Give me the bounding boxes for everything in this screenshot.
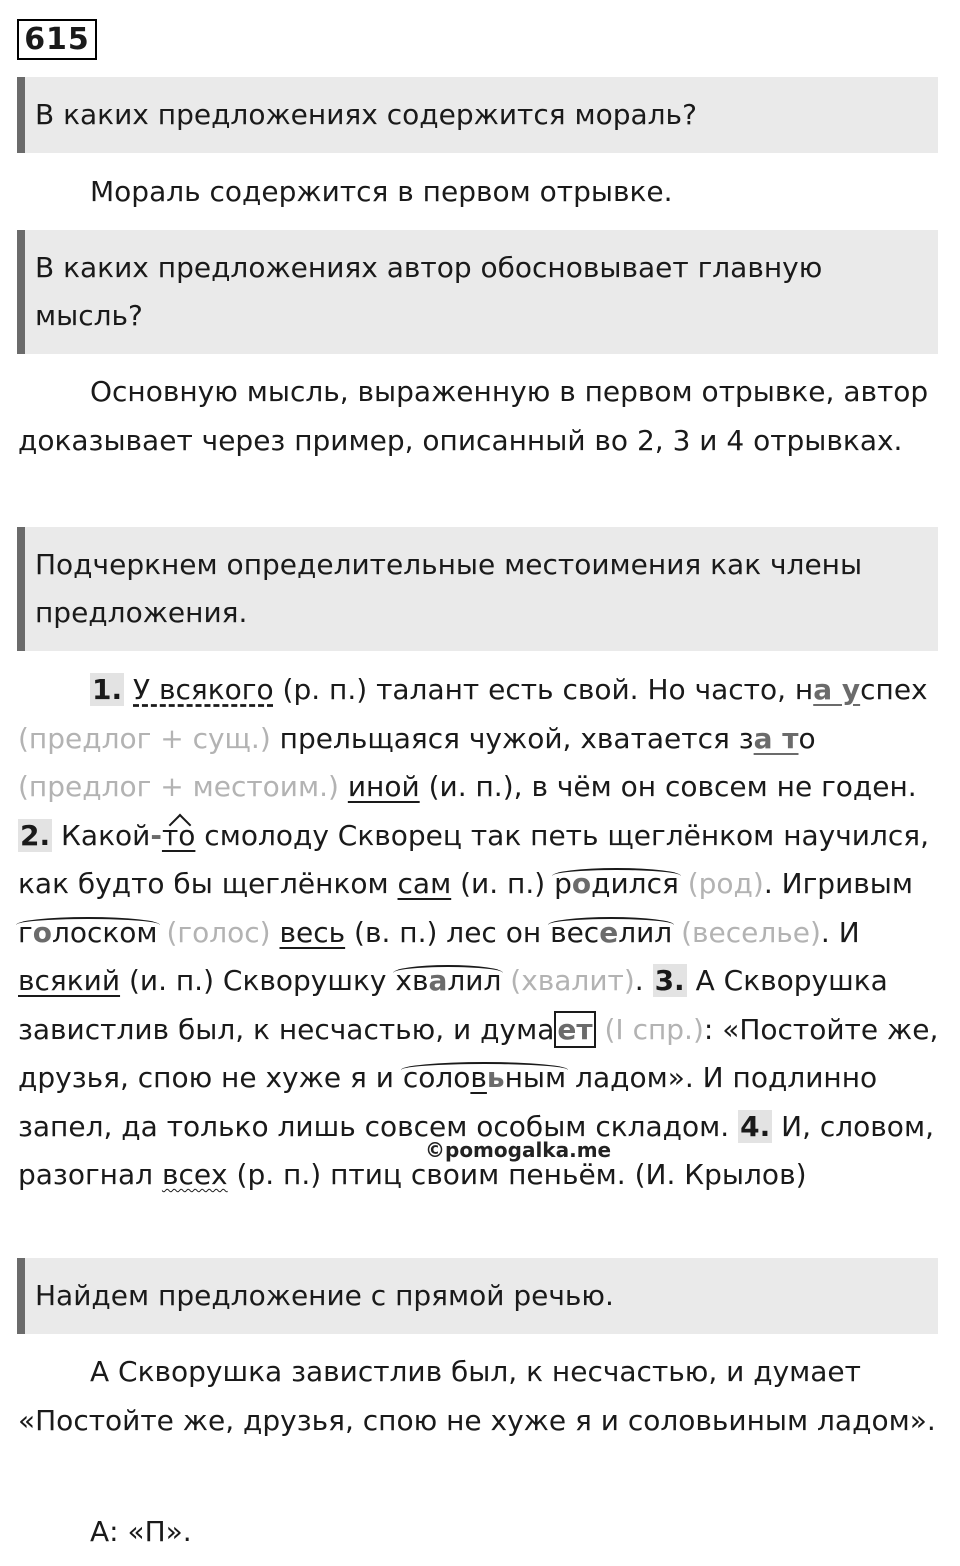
final-answer: А: «П». — [90, 1515, 192, 1548]
case-note: (и. п.), — [428, 770, 523, 803]
pronoun-u-vsyakogo: У всякого — [133, 673, 274, 706]
word-goloskom: голоском — [18, 915, 158, 949]
text-fragment: прельщаяся чужой, хватается з — [279, 721, 754, 755]
pronoun-inoy: иной — [347, 770, 420, 803]
exercise-number: 615 — [17, 19, 97, 60]
word-solovinym: соловьным — [402, 1061, 567, 1094]
text-fragment: в чём он совсем не годен. — [531, 770, 917, 803]
text-fragment: о — [798, 721, 816, 755]
pronoun-vseh: всех — [161, 1158, 228, 1191]
question-main-idea-text: В каких предложениях автор обосновывает главную мысль? — [35, 251, 823, 332]
word-rodilsya: родился — [554, 867, 679, 900]
text-fragment: талант есть свой. Но часто, н — [376, 673, 814, 706]
question-morality — [17, 77, 938, 153]
watermark: ©pomogalka.me — [425, 1138, 612, 1162]
sentence-number-4: 4. — [740, 1109, 771, 1143]
spelling-highlight: а у — [813, 673, 861, 706]
particle-to: то — [161, 818, 196, 852]
text-fragment: И, словом, разогнал — [18, 1109, 934, 1191]
text-fragment: А Скворушка завистлив был, к несчастью, и дума — [18, 964, 888, 1046]
text-fragment: . Игривым — [763, 867, 914, 900]
text-fragment: лес он — [446, 915, 542, 949]
sentence-number-1: 1. — [92, 673, 123, 706]
question-main-idea — [17, 230, 938, 354]
word-veselil: веселил — [550, 915, 673, 949]
text-fragment: . И — [820, 915, 860, 949]
text-fragment: : «Постойте же, друзья, спою не хуже я и — [18, 1012, 939, 1094]
case-note: (в. п.) — [354, 915, 438, 949]
case-note: (р. п.) — [236, 1158, 322, 1191]
question-pronouns-text: Подчеркнем определительные местоимения как члены предложения. — [35, 548, 863, 629]
conjugation-note: (I спр.) — [604, 1012, 704, 1046]
case-note: (и. п.) — [128, 964, 215, 997]
question-direct-speech — [17, 1258, 938, 1334]
text-fragment: Скворушку — [222, 964, 387, 997]
pronoun-vsyakiy: всякий — [18, 964, 121, 997]
case-note: (и. п.) — [460, 867, 546, 900]
hyphen-highlight: - — [150, 818, 162, 852]
root-check-word: (голос) — [166, 915, 271, 949]
text-fragment: смолоду Скворец так петь щеглёнком научился, как будто бы щеглёнком — [18, 818, 930, 900]
word-hvalil: хвалил — [395, 964, 502, 997]
answer-main-idea: Основную мысль, выраженную в первом отрывке, автор доказывает через пример, описанный во 2, 3 и 4 отрывках. — [18, 375, 929, 457]
grammar-note: (предлог + местоим.) — [18, 770, 339, 803]
sentence-number-2: 2. — [20, 818, 51, 852]
question-morality-text: В каких предложениях содержится мораль? — [35, 98, 697, 131]
verb-ending: ет — [554, 1011, 595, 1048]
pronoun-sam: сам — [397, 867, 452, 900]
case-note: (р. п.) — [282, 673, 368, 706]
grammar-note: (предлог + сущ.) — [18, 721, 271, 755]
text-fragment: спех — [860, 673, 928, 706]
root-check-word: (хвалит) — [510, 964, 635, 997]
root-check-word: (род) — [687, 867, 764, 900]
text-fragment: птиц своим пеньём. (И. Крылов) — [330, 1158, 807, 1191]
sentence-number-3: 3. — [654, 964, 685, 997]
question-direct-speech-text: Найдем предложение с прямой речью. — [35, 1279, 614, 1312]
answer-direct-speech: А Скворушка завистлив был, к несчастью, и думает «Постойте же, друзья, спою не хуже я и соловьиным ладом». — [18, 1355, 936, 1437]
pronoun-ves: весь — [279, 915, 346, 949]
fable-text — [18, 666, 942, 1200]
text-fragment: Какой — [61, 818, 151, 852]
spelling-highlight: а т — [753, 721, 799, 755]
answer-morality: Мораль содержится в первом отрывке. — [90, 175, 673, 208]
question-pronouns — [17, 527, 938, 651]
text-fragment: . — [634, 964, 644, 997]
text-fragment: ладом». И подлинно запел, да только лишь совсем особым складом. — [18, 1061, 878, 1143]
root-check-word: (веселье) — [681, 915, 821, 949]
